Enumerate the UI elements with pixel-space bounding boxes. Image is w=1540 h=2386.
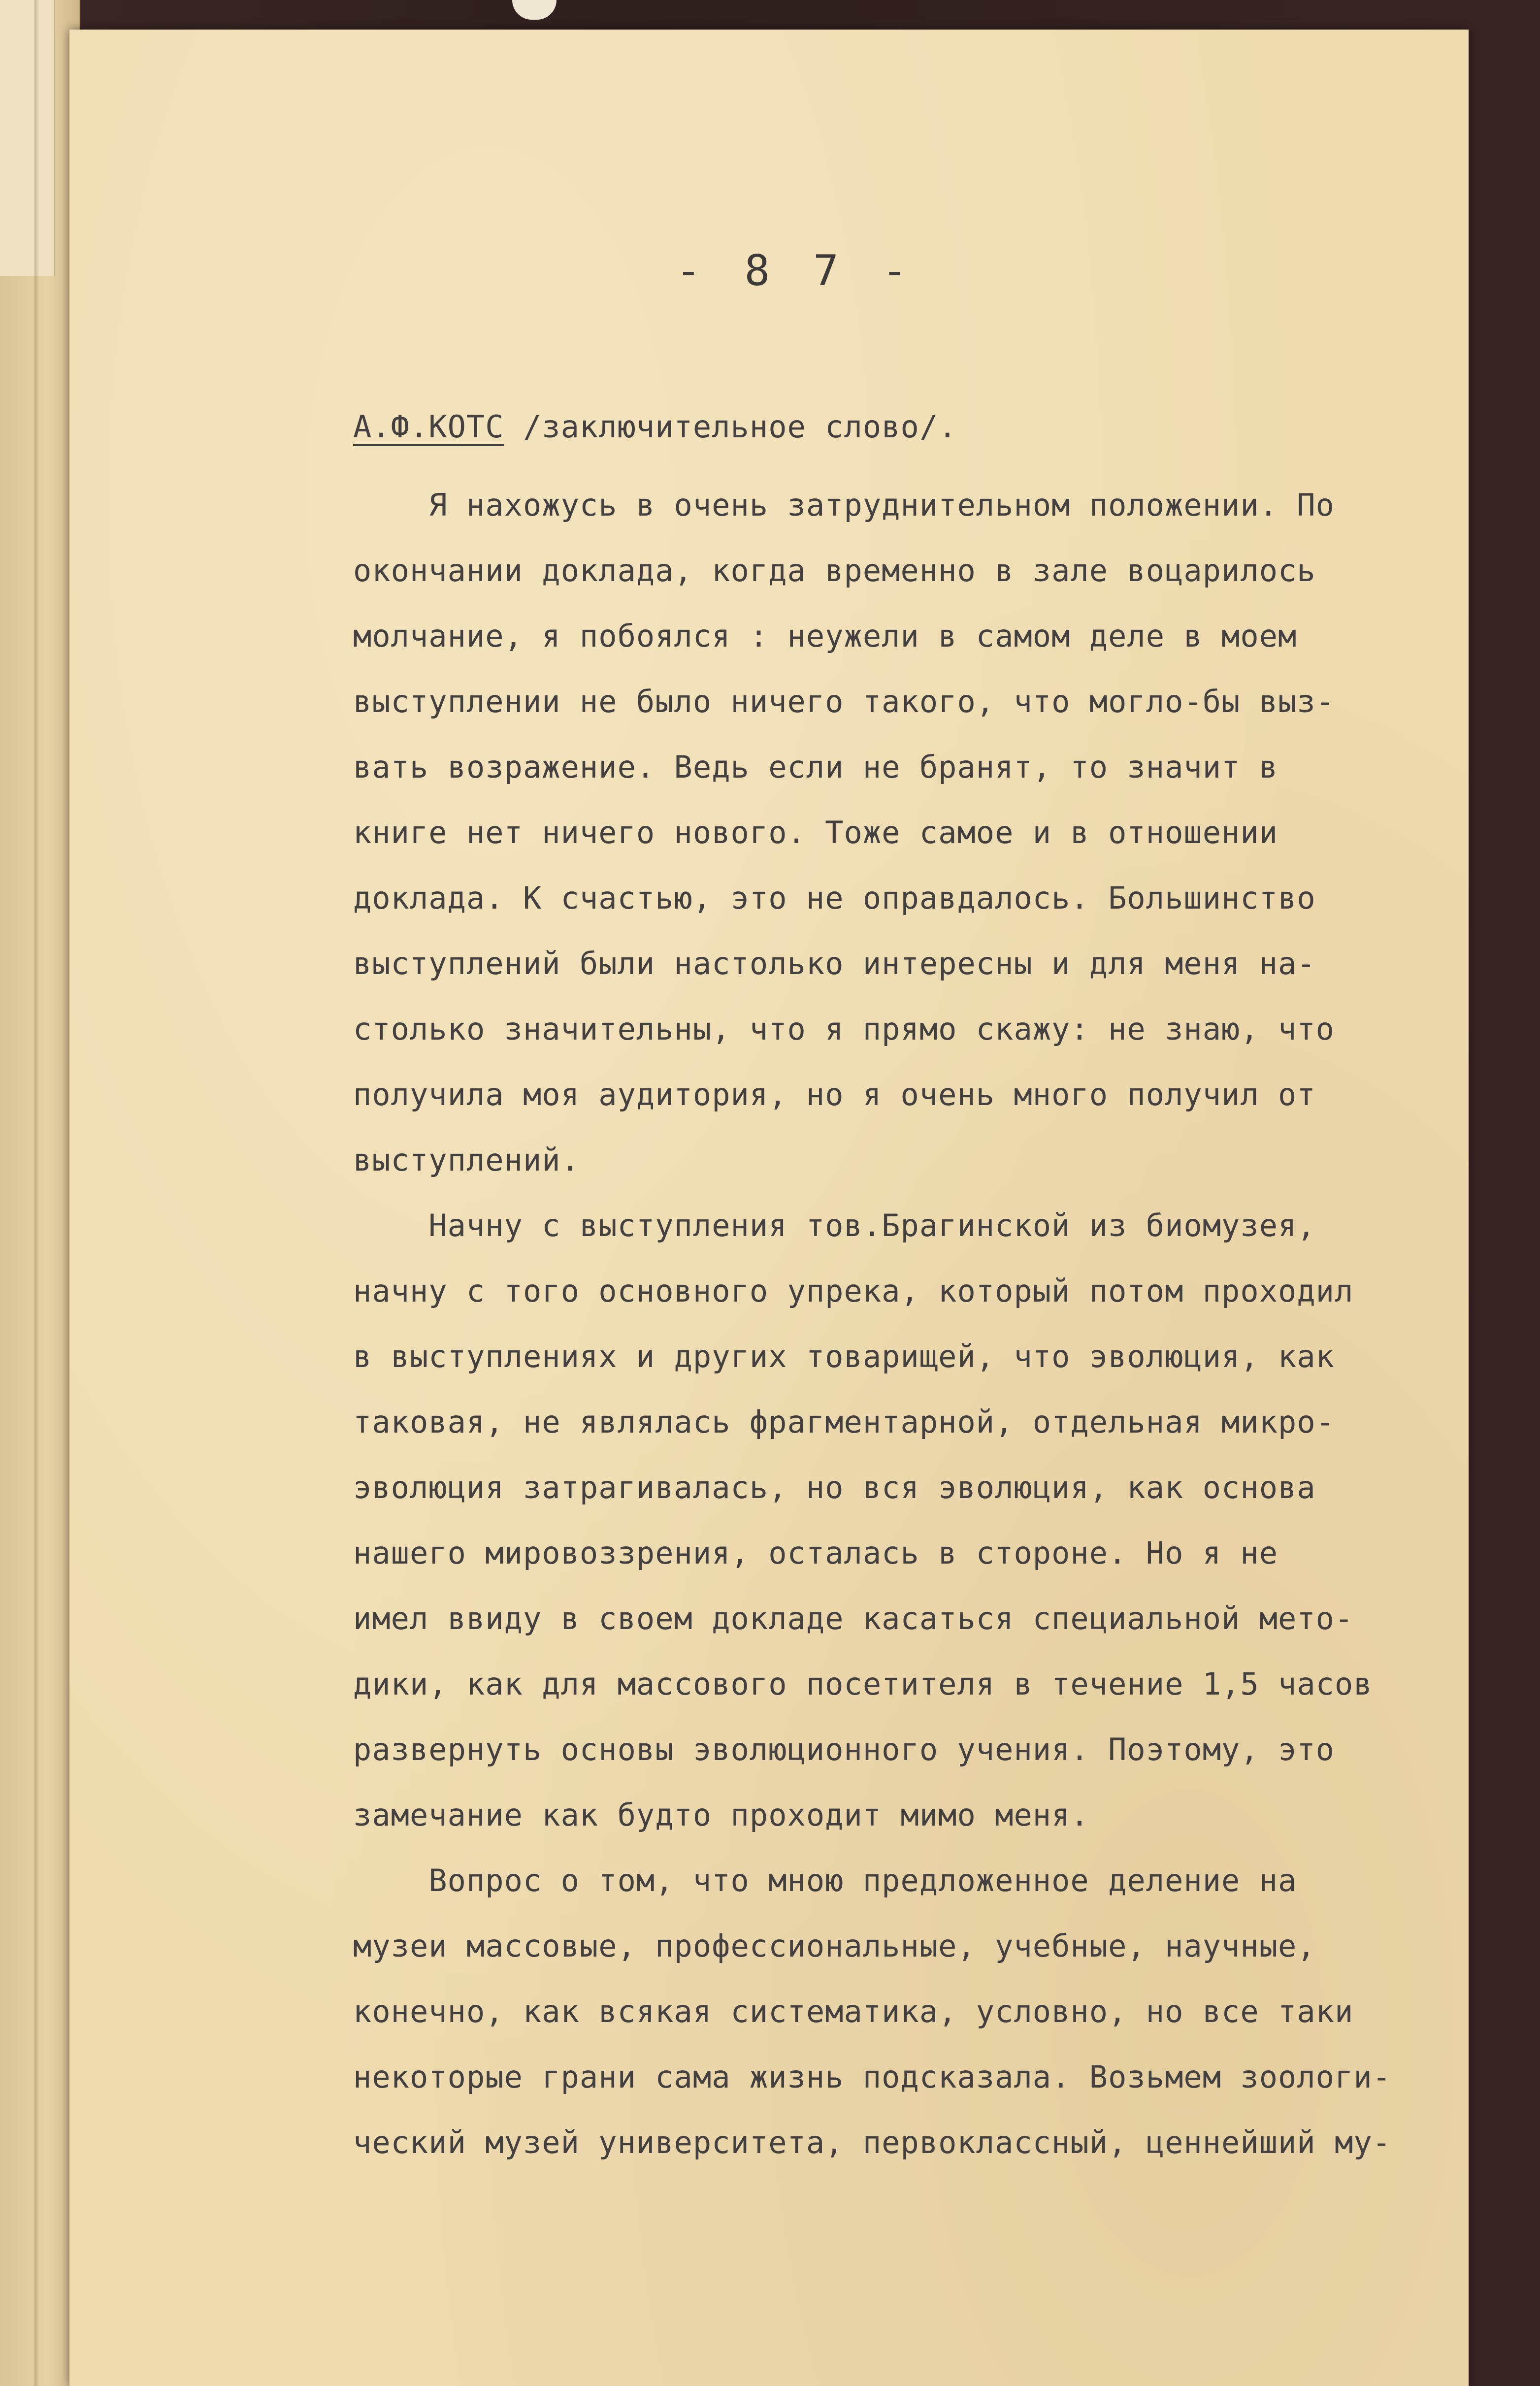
text-line: в выступлениях и других товарищей, что эволюция, как xyxy=(353,1339,1335,1374)
typed-text-body xyxy=(353,394,1481,2175)
text-line: выступлении не было ничего такого, что могло-бы выз- xyxy=(353,684,1335,719)
paragraph-3 xyxy=(353,1848,1481,2175)
text-line: выступлений были настолько интересны и для меня на- xyxy=(353,946,1316,981)
document-page xyxy=(69,30,1469,2386)
underlying-page-edge xyxy=(0,0,80,2386)
page-number: - 8 7 - xyxy=(676,246,917,295)
text-line: Вопрос о том, что мною предложенное деление на xyxy=(353,1863,1297,1898)
underlying-sheet-corner xyxy=(0,0,55,276)
text-line: ческий музей университета, первоклассный, ценнейший му- xyxy=(353,2125,1391,2160)
text-line: конечно, как всякая систематика, условно, но все таки xyxy=(353,1994,1354,2029)
text-line: окончании доклада, когда временно в зале воцарилось xyxy=(353,553,1316,588)
text-line: дики, как для массового посетителя в течение 1,5 часов xyxy=(353,1666,1373,1702)
paper-clip-edge xyxy=(512,0,557,20)
speaker-note: /заключительное слово/. xyxy=(504,409,957,445)
text-line: музеи массовые, профессиональные, учебные, научные, xyxy=(353,1928,1316,1964)
text-line: книге нет ничего нового. Тоже самое и в отношении xyxy=(353,815,1278,850)
text-line: таковая, не являлась фрагментарной, отдельная микро- xyxy=(353,1404,1335,1440)
text-line: развернуть основы эволюционного учения. Поэтому, это xyxy=(353,1732,1335,1767)
text-line: выступлений. xyxy=(353,1142,580,1178)
text-line: нашего мировоззрения, осталась в стороне. Но я не xyxy=(353,1535,1278,1571)
text-line: столько значительны, что я прямо скажу: не знаю, что xyxy=(353,1011,1335,1047)
text-line: Я нахожусь в очень затруднительном положении. По xyxy=(353,487,1335,523)
text-line: начну с того основного упрека, который потом проходил xyxy=(353,1273,1354,1309)
text-line: эволюция затрагивалась, но вся эволюция, как основа xyxy=(353,1470,1316,1505)
text-line: получила моя аудитория, но я очень много получил от xyxy=(353,1077,1316,1112)
speaker-name: А.Ф.КОТС xyxy=(353,409,504,445)
text-line: Начну с выступления тов.Брагинской из биомузея, xyxy=(353,1208,1316,1243)
text-line: доклада. К счастью, это не оправдалось. Большинство xyxy=(353,880,1316,916)
text-line: вать возражение. Ведь если не бранят, то значит в xyxy=(353,749,1278,785)
text-line: замечание как будто проходит мимо меня. xyxy=(353,1797,1089,1833)
text-line: некоторые грани сама жизнь подсказала. Возьмем зоологи- xyxy=(353,2059,1391,2095)
text-line: имел ввиду в своем докладе касаться специальной мето- xyxy=(353,1601,1354,1636)
speaker-heading xyxy=(353,394,1481,459)
paragraph-2 xyxy=(353,1193,1481,1848)
paragraph-1 xyxy=(353,472,1481,1193)
text-line: молчание, я побоялся : неужели в самом деле в моем xyxy=(353,618,1297,654)
binding-shadow xyxy=(34,0,39,2386)
